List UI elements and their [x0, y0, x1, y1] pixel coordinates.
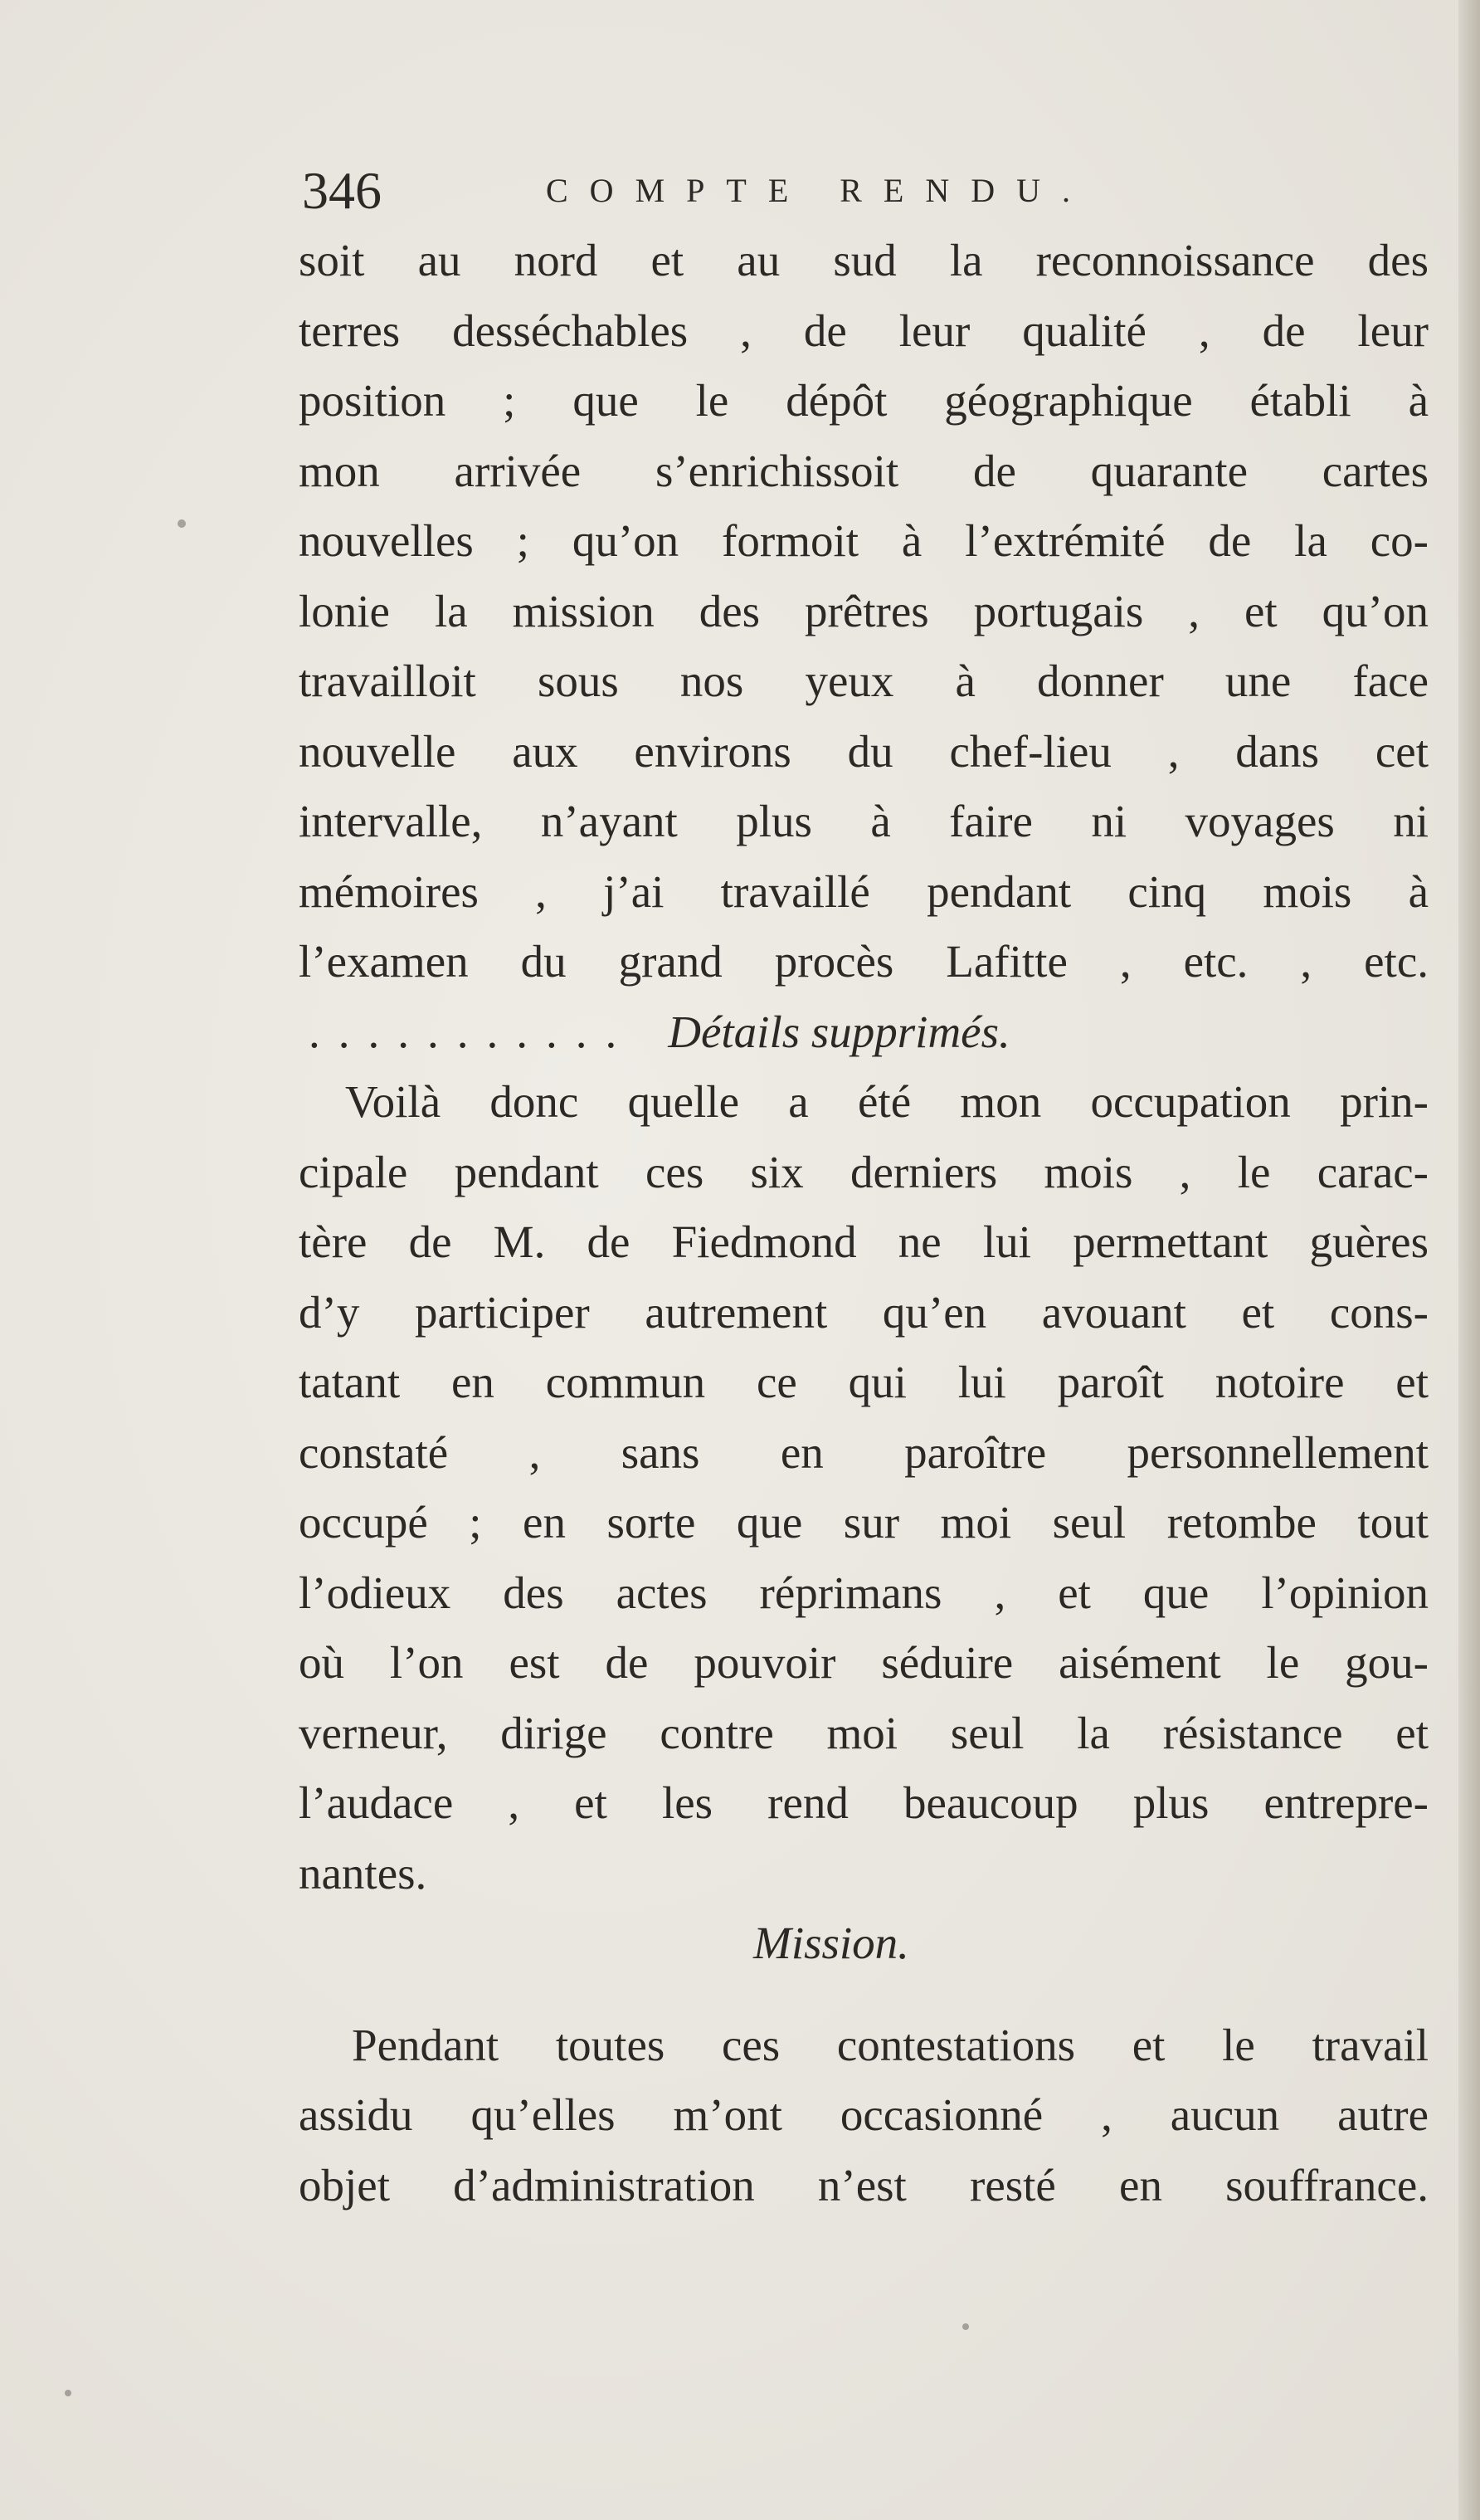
text-line: verneur, dirige contre moi seul la résistance et — [299, 1707, 1429, 1758]
text-line: travailloit sous nos yeux à donner une face — [299, 656, 1429, 706]
text-line: nouvelles ; qu’on formoit à l’extrémité de la co- — [299, 515, 1429, 566]
text-line: nouvelle aux environs du chef-lieu , dans cet — [299, 725, 1429, 777]
text-line: où l’on est de pouvoir séduire aisément le gou- — [299, 1637, 1429, 1688]
ink-speck — [65, 2390, 71, 2396]
page-number: 346 — [302, 161, 382, 220]
text-line: Voilà donc quelle a été mon occupation prin- — [345, 1076, 1429, 1127]
text-line: assidu qu’elles m’ont occasionné , aucun autre — [299, 2089, 1429, 2140]
text-line: tère de M. de Fiedmond ne lui permettant guères — [299, 1216, 1429, 1267]
text-line: position ; que le dépôt géographique établi à — [299, 375, 1429, 426]
text-line: objet d’administration n’est resté en souffrance. — [299, 2159, 1429, 2210]
text-line: l’audace , et les rend beaucoup plus entrepre- — [299, 1777, 1429, 1828]
text-line: d’y participer autrement qu’en avouant et cons- — [299, 1286, 1429, 1338]
text-line: intervalle, n’ayant plus à faire ni voyages ni — [299, 796, 1429, 846]
page-header — [299, 158, 1429, 224]
paragraph-2 — [299, 1067, 1429, 1908]
ink-speck — [962, 2323, 969, 2330]
text-line: cipale pendant ces six derniers mois , le carac- — [299, 1146, 1429, 1197]
paragraph-1 — [299, 226, 1429, 997]
omission-dots: ........... — [309, 1006, 635, 1057]
paragraph-3 — [299, 2011, 1429, 2221]
text-line: l’odieux des actes réprimans , et que l’opinion — [299, 1567, 1429, 1618]
ink-speck — [178, 519, 186, 528]
text-line: mon arrivée s’enrichissoit de quarante cartes — [299, 445, 1429, 496]
text-line: soit au nord et au sud la reconnoissance des — [299, 235, 1429, 285]
text-line: Pendant toutes ces contestations et le travail — [352, 2019, 1429, 2070]
section-heading: Mission. — [753, 1918, 909, 1968]
omission-note — [299, 997, 1429, 1068]
omission-label: Détails supprimés. — [668, 1006, 1010, 1057]
text-line: terres desséchables , de leur qualité , de leur — [299, 305, 1429, 356]
body-text — [299, 226, 1429, 2220]
text-line: mémoires , j’ai travaillé pendant cinq mois à — [299, 865, 1429, 917]
text-line: tatant en commun ce qui lui paroît notoire et — [299, 1357, 1429, 1407]
running-head: COMPTE RENDU. — [546, 172, 1093, 209]
page-content — [299, 158, 1429, 2220]
text-line: l’examen du grand procès Lafitte , etc. , etc. — [299, 936, 1429, 987]
text-line: occupé ; en sorte que sur moi seul retombe tout — [299, 1497, 1429, 1548]
text-line: nantes. — [299, 1847, 427, 1899]
text-line: constaté , sans en paroître personnellement — [299, 1426, 1429, 1478]
text-line: lonie la mission des prêtres portugais , et qu’on — [299, 585, 1429, 636]
page-spine-edge — [1458, 0, 1480, 2520]
